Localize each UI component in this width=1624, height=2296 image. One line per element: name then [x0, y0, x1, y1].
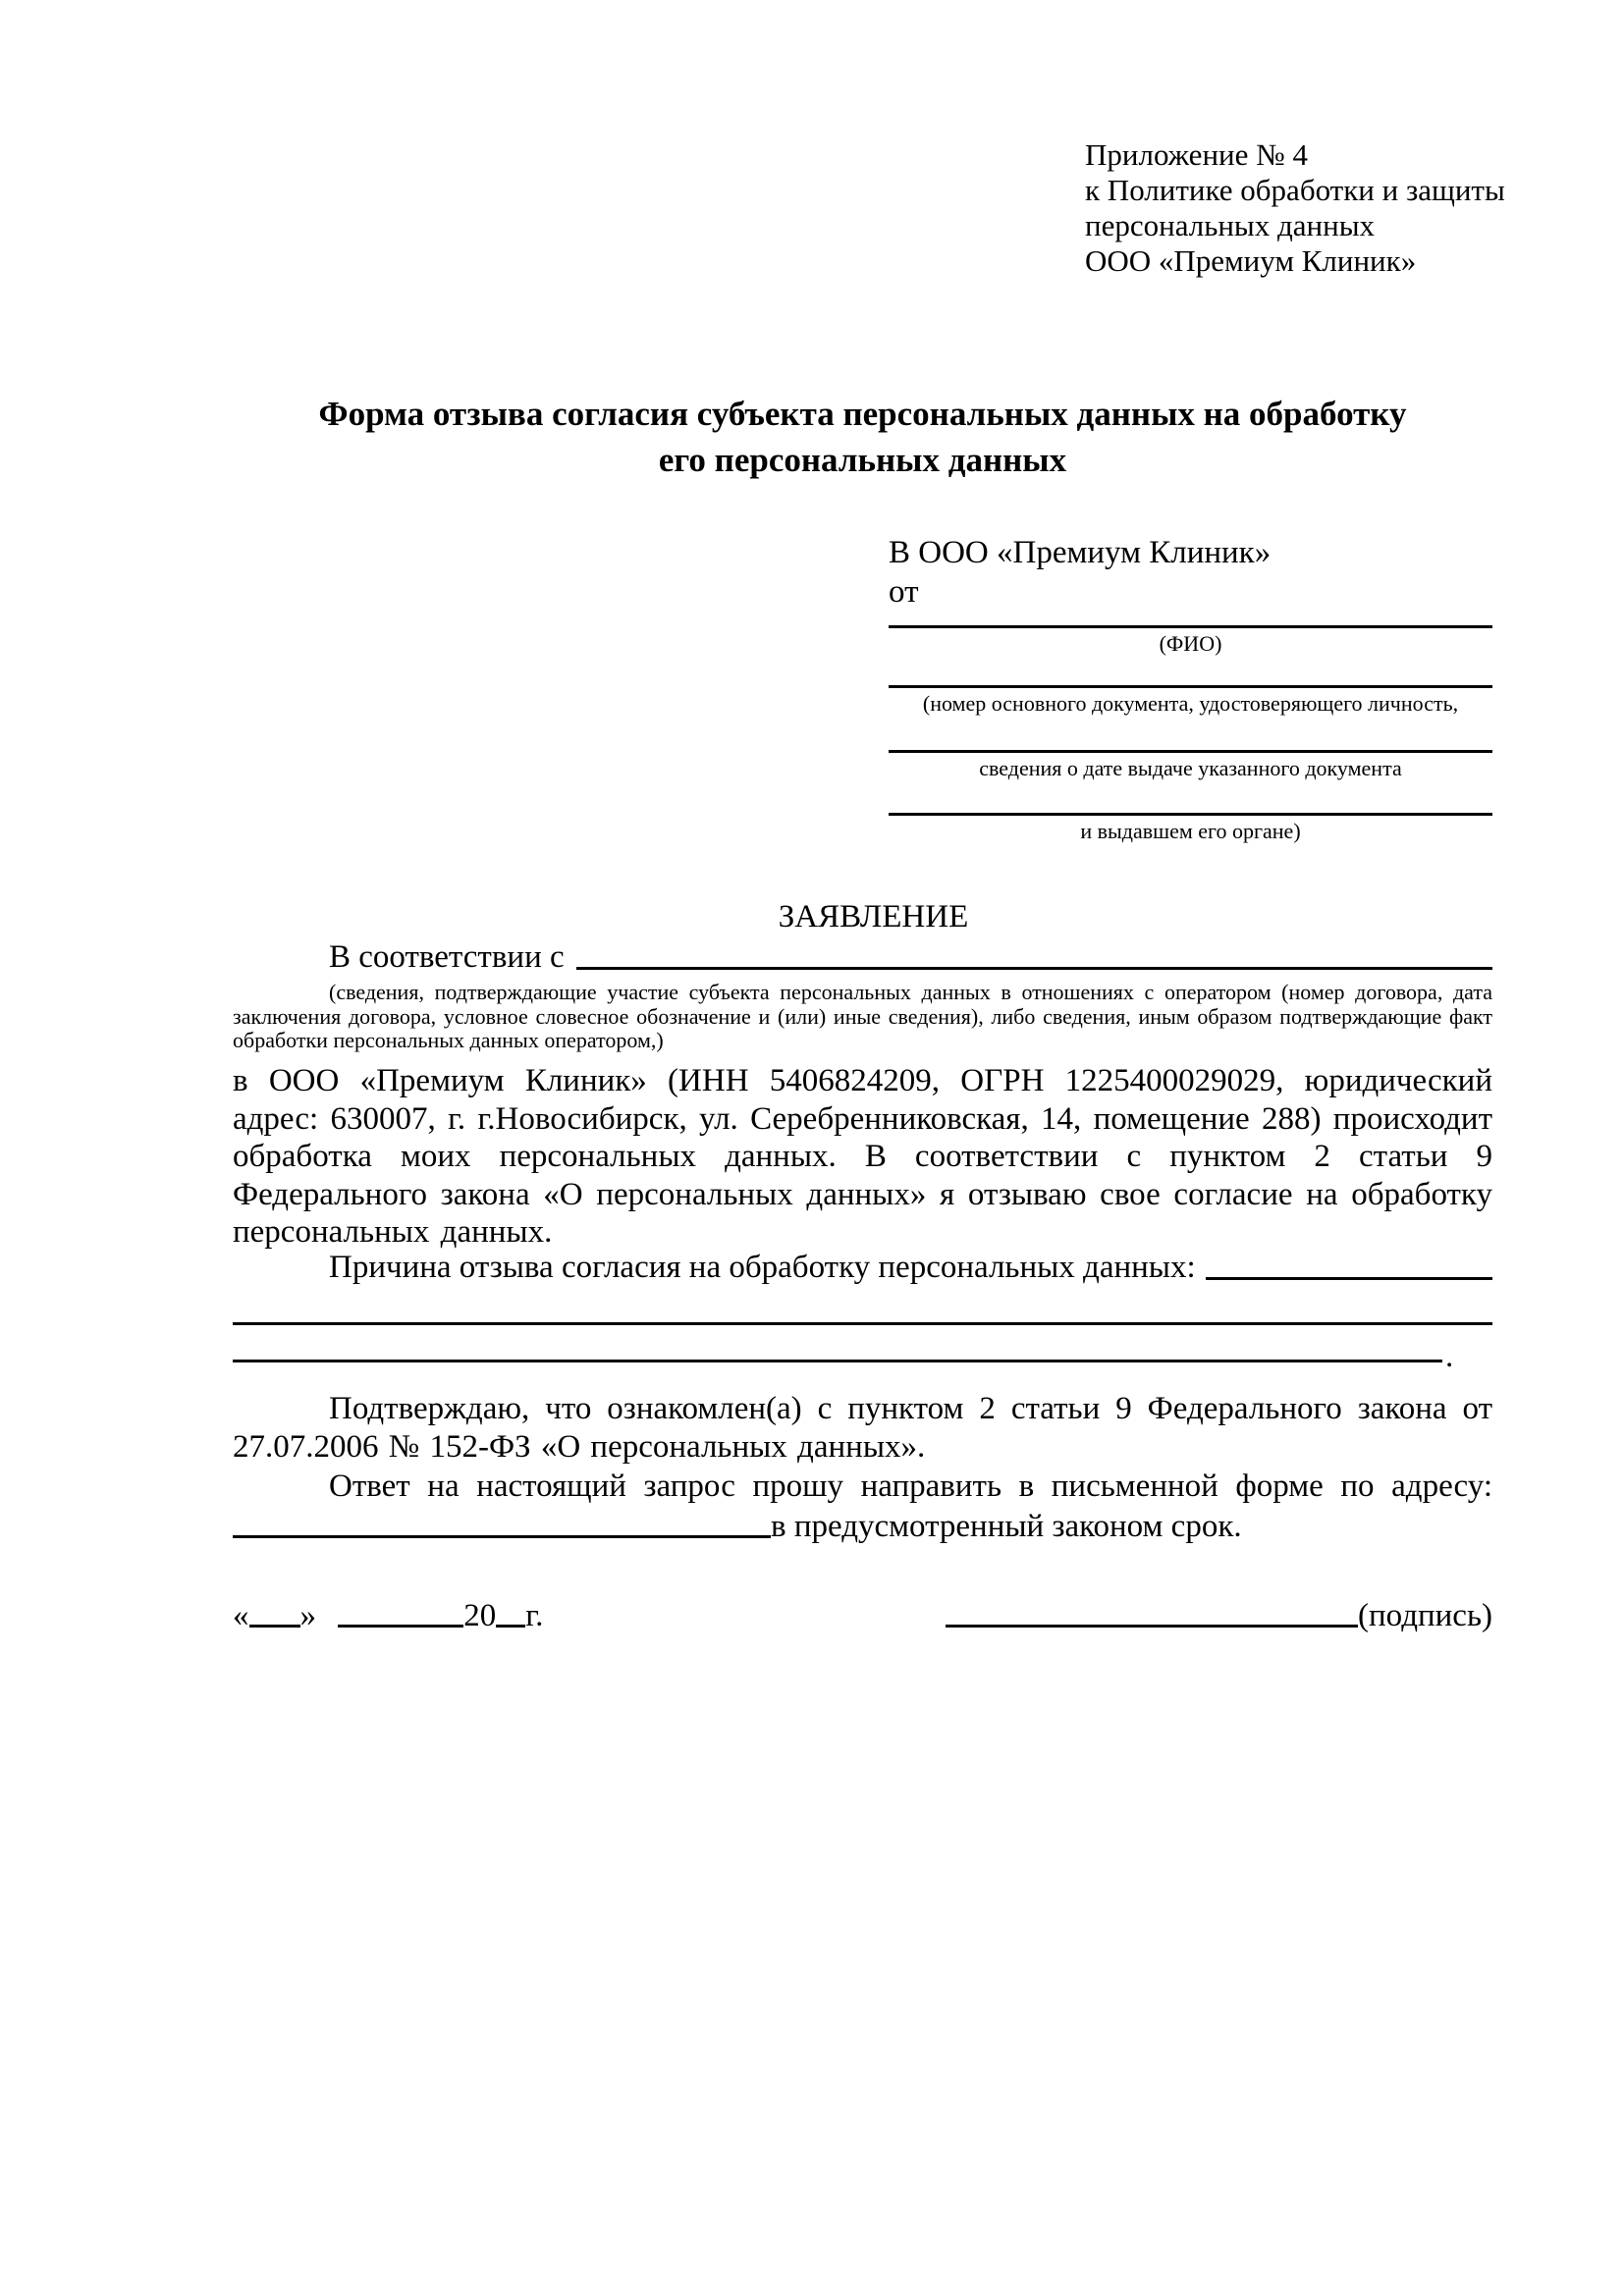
close-quote: » — [299, 1598, 316, 1633]
issuing-authority-caption: и выдавшем его органе) — [1080, 819, 1301, 843]
document-number-caption: (номер основного документа, удостоверяющего личность, — [922, 691, 1459, 716]
response-lead: Ответ на настоящий запрос прошу направить в письменной форме по адресу: — [329, 1468, 1492, 1504]
response-tail: в предусмотренный законом срок. — [771, 1509, 1242, 1544]
reason-blank-line — [1206, 1277, 1492, 1280]
address-blank-line — [233, 1535, 771, 1538]
issue-date-caption: сведения о дате выдаче указанного документа — [979, 756, 1402, 780]
response-address-line — [233, 1504, 1492, 1545]
lead-text: В соответствии с — [329, 939, 565, 975]
annex-line: ООО «Премиум Клиник» — [1085, 243, 1417, 278]
year-prefix: 20 — [463, 1598, 497, 1633]
body-paragraph: в ООО «Премиум Клиник» (ИНН 5406824209, ОГРН 1225400029029, юридический адрес: 630007, г. г.Новосибирск, ул. Серебренниковская, 14, помещение 288) происходит обработка моих персональных данных. В соответствии с пунктом 2 статьи 9 Федерального закона «О персональных данных» я отзываю свое согласие на обработку персональных данных. — [233, 1063, 1492, 1251]
writing-line-2 — [233, 1327, 1492, 1374]
signature-caption: (подпись) — [1358, 1598, 1492, 1633]
issuing-authority-blank-line — [889, 781, 1492, 816]
basis-blank-line — [576, 967, 1492, 970]
addressee-organization: В ООО «Премиум Клиник» — [889, 535, 1272, 570]
title-line: его персональных данных — [658, 441, 1067, 479]
statement-heading: ЗАЯВЛЕНИЕ — [778, 899, 969, 934]
writing-line-2-rule — [233, 1360, 1442, 1362]
document-title — [233, 391, 1492, 483]
year-blank-line — [496, 1621, 525, 1628]
annex-line: персональных данных — [1085, 208, 1376, 242]
signature-field — [946, 1596, 1492, 1635]
issue-date-blank-line — [889, 717, 1492, 753]
confirmation-paragraph: Подтверждаю, что ознакомлен(а) с пунктом 2 статьи 9 Федерального закона от 27.07.2006 № 152-ФЗ «О персональных данных». — [233, 1391, 1492, 1465]
from-label: от — [889, 574, 919, 610]
annex-line: к Политике обработки и защиты — [1085, 173, 1505, 207]
writing-line-1 — [233, 1322, 1492, 1325]
date-field — [233, 1596, 543, 1635]
fio-caption: (ФИО) — [1159, 631, 1222, 656]
reason-line — [233, 1249, 1492, 1287]
annex-line: Приложение № 4 — [1085, 137, 1308, 172]
sentence-end-mark: . — [1445, 1339, 1454, 1374]
signature-blank-line — [946, 1621, 1358, 1628]
year-suffix: г. — [525, 1598, 544, 1633]
month-blank-line — [338, 1621, 463, 1628]
annex-note — [1085, 137, 1505, 279]
open-quote: « — [233, 1598, 249, 1633]
day-blank-line — [249, 1621, 300, 1628]
reason-label: Причина отзыва согласия на обработку персональных данных: — [329, 1250, 1196, 1285]
explanatory-note: (сведения, подтверждающие участие субъекта персональных данных в отношениях с оператором (номер договора, дата заключения договора, условное словесное обозначение и (или) иные сведения), либо сведения, иным образом подтверждающие факт обработки персональных данных оператором,) — [233, 980, 1492, 1053]
title-line: Форма отзыва согласия субъекта персональных данных на обработку — [318, 395, 1407, 433]
fio-blank-line — [889, 612, 1492, 628]
document-number-blank-line — [889, 657, 1492, 688]
footer-row — [233, 1596, 1492, 1635]
addressee-block — [889, 533, 1492, 844]
statement-lead-line — [233, 938, 1492, 977]
